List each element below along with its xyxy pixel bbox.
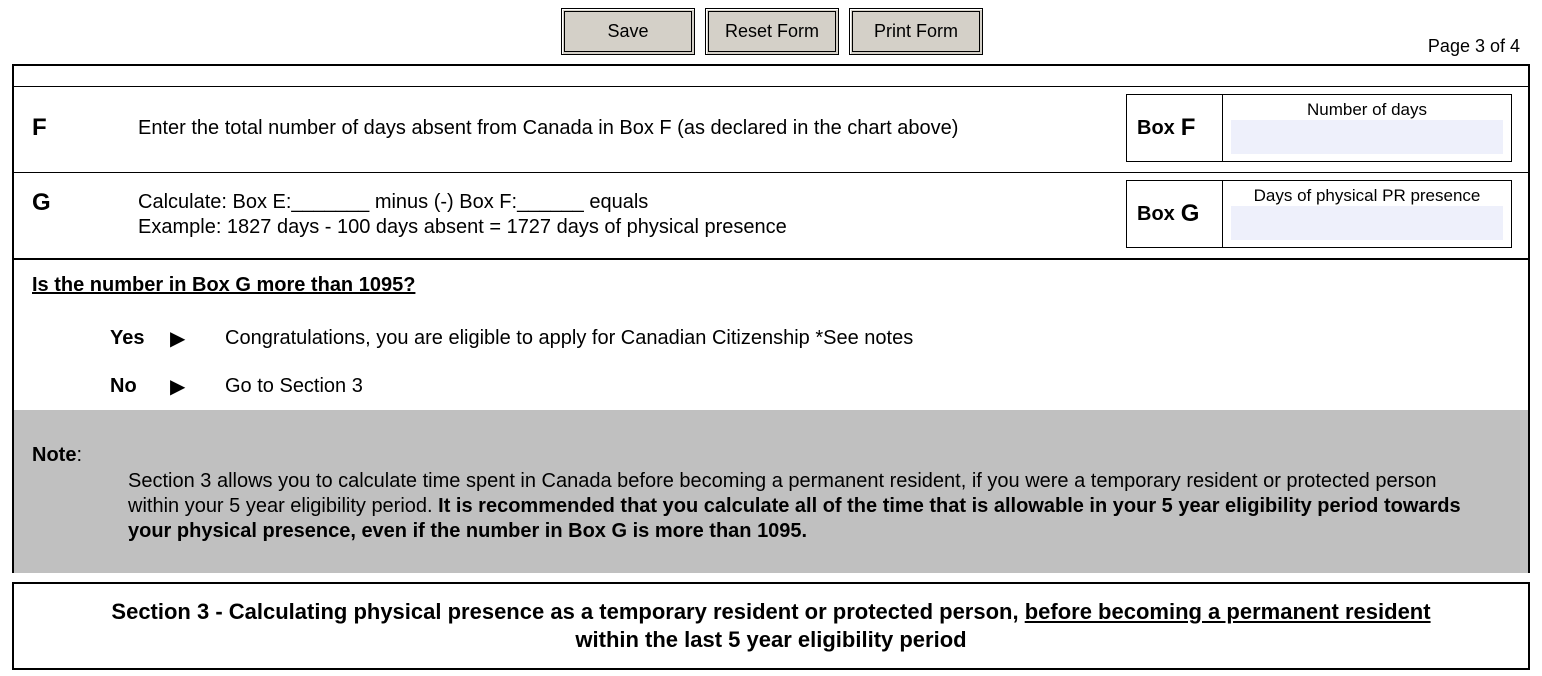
arrow-right-icon: ▶ — [170, 328, 186, 350]
section-3-title-underlined: before becoming a permanent resident — [1024, 599, 1431, 624]
answer-yes-label: Yes — [110, 327, 145, 349]
row-f-letter: F — [32, 114, 47, 141]
row-f — [14, 86, 1528, 173]
note-body — [128, 469, 1488, 544]
box-g-label — [1127, 181, 1223, 247]
note-title-colon: : — [76, 444, 83, 466]
answer-no-label: No — [110, 375, 137, 397]
box-g-field-header: Days of physical PR presence — [1253, 186, 1481, 205]
row-f-instruction: Enter the total number of days absent from Canada in Box F (as declared in the chart above) — [138, 117, 959, 139]
arrow-right-icon: ▶ — [170, 376, 186, 398]
row-g-instruction — [138, 190, 787, 240]
form-section-table — [12, 64, 1530, 573]
answer-no — [110, 374, 363, 399]
box-f-letter: F — [1180, 114, 1196, 141]
section-3-heading — [12, 582, 1530, 670]
note-title-text: Note — [32, 444, 77, 466]
row-g-letter: G — [32, 189, 51, 216]
print-form-button[interactable]: Print Form — [849, 8, 983, 55]
box-g-label-text: Box — [1137, 202, 1175, 225]
note-body-bold: It is recommended that you calculate all of the time that is allowable in your 5 year eligibility period towards your physical presence, even if the number in Box G is more than 1095. — [128, 495, 1461, 542]
box-f — [1126, 94, 1512, 162]
question-title: Is the number in Box G more than 1095? — [32, 274, 416, 296]
save-button[interactable]: Save — [561, 8, 695, 55]
number-of-days-input[interactable] — [1231, 120, 1503, 154]
box-g-letter: G — [1180, 200, 1200, 227]
note-title — [32, 444, 82, 467]
form-toolbar — [561, 8, 983, 55]
row-g — [14, 172, 1528, 260]
page-number: Page 3 of 4 — [1427, 36, 1520, 56]
answer-no-text: Go to Section 3 — [225, 375, 363, 397]
section-3-title-part2: within the last 5 year eligibility period — [575, 627, 967, 652]
box-g — [1126, 180, 1512, 248]
answer-yes-text: Congratulations, you are eligible to apply for Canadian Citizenship *See notes — [225, 327, 914, 349]
physical-presence-days-input[interactable] — [1231, 206, 1503, 240]
box-g-field — [1223, 181, 1511, 247]
note-body-plain: Section 3 allows you to calculate time spent in Canada before becoming a permanent resident, if you were a temporary resident or protected person within your 5 year eligibility period. — [128, 470, 1437, 517]
section-3-title-part1: Section 3 - Calculating physical presence as a temporary resident or protected person, — [111, 599, 1025, 624]
row-g-example-line: Example: 1827 days - 100 days absent = 1727 days of physical presence — [138, 216, 787, 238]
box-f-label — [1127, 95, 1223, 161]
eligibility-question — [14, 258, 1528, 412]
box-f-label-text: Box — [1137, 116, 1175, 139]
reset-form-button[interactable]: Reset Form — [705, 8, 839, 55]
note-panel — [14, 410, 1528, 573]
row-g-calc-line: Calculate: Box E:_______ minus (-) Box F:______ equals — [138, 191, 649, 213]
box-f-field — [1223, 95, 1511, 161]
table-header-strip — [14, 66, 1528, 87]
answer-yes — [110, 326, 913, 351]
box-f-field-header: Number of days — [1307, 100, 1427, 119]
